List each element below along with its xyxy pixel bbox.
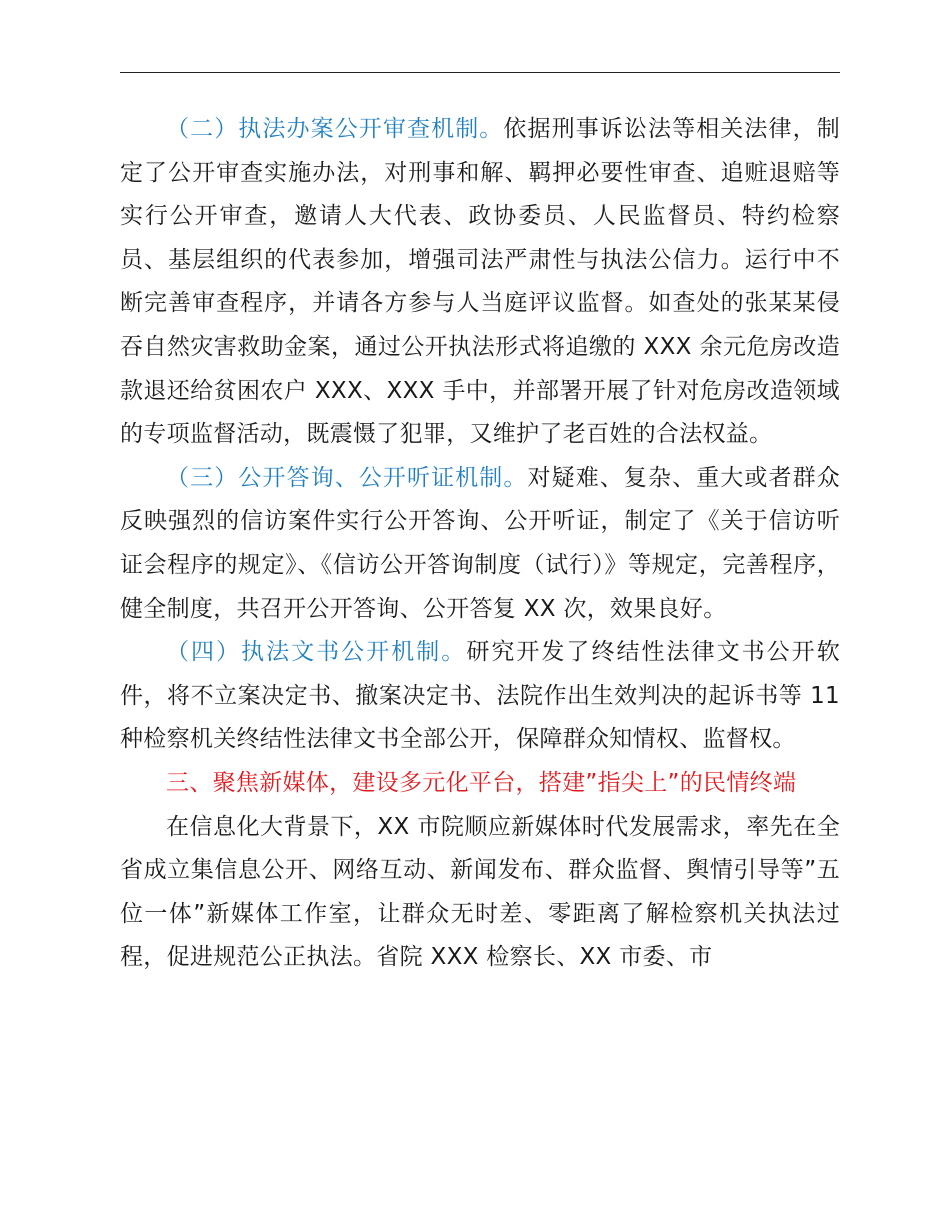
section-lead-4: （四）执法文书公开机制。 bbox=[166, 639, 467, 666]
document-body bbox=[120, 108, 840, 980]
section-heading-text: 三、聚焦新媒体，建设多元化平台，搭建”指尖上”的民情终端 bbox=[166, 769, 797, 796]
header-rule bbox=[120, 72, 840, 73]
section-body-2: 依据刑事诉讼法等相关法律，制定了公开审查实施办法，对刑事和解、羁押必要性审查、追赃退赔等实行公开审查，邀请人大代表、政协委员、人民监督员、特约检察员、基层组织的代表参加，增强司法严肃性与执法公信力。运行中不断完善审查程序，并请各方参与人当庭评议监督。如查处的张某某侵吞自然灾害救助金案，通过公开执法形式将追缴的 XXX 余元危房改造款退还给贫困农户 XXX、XXX 手中，并部署开展了针对危房改造领域的专项监督活动，既震慑了犯罪，又维护了老百姓的合法权益。 bbox=[120, 116, 841, 448]
section-body-3: 对疑难、复杂、重大或者群众反映强烈的信访案件实行公开答询、公开听证，制定了《关于信访听证会程序的规定》、《信访公开答询制度（试行）》等规定，完善程序，健全制度，共召开公开答询、公开答复 XX 次，效果良好。 bbox=[120, 464, 840, 622]
final-paragraph-text: 在信息化大背景下，XX 市院顺应新媒体时代发展需求，率先在全省成立集信息公开、网络互动、新闻发布、群众监督、舆情引导等”五位一体”新媒体工作室，让群众无时差、零距离了解检察机关执法过程，促进规范公正执法。省院 XXX 检察长、XX 市委、市 bbox=[120, 813, 840, 971]
section-paragraph-4 bbox=[120, 631, 840, 762]
final-paragraph bbox=[120, 806, 840, 980]
section-paragraph-2 bbox=[120, 108, 840, 457]
section-lead-2: （二）执法办案公开审查机制。 bbox=[166, 116, 504, 142]
section-heading-3 bbox=[120, 762, 840, 806]
section-body-4: 研究开发了终结性法律文书公开软件，将不立案决定书、撤案决定书、法院作出生效判决的起诉书等 11 种检察机关终结性法律文书全部公开，保障群众知情权、监督权。 bbox=[120, 639, 840, 753]
section-paragraph-3 bbox=[120, 457, 840, 631]
section-lead-3: （三）公开答询、公开听证机制。 bbox=[166, 464, 528, 491]
